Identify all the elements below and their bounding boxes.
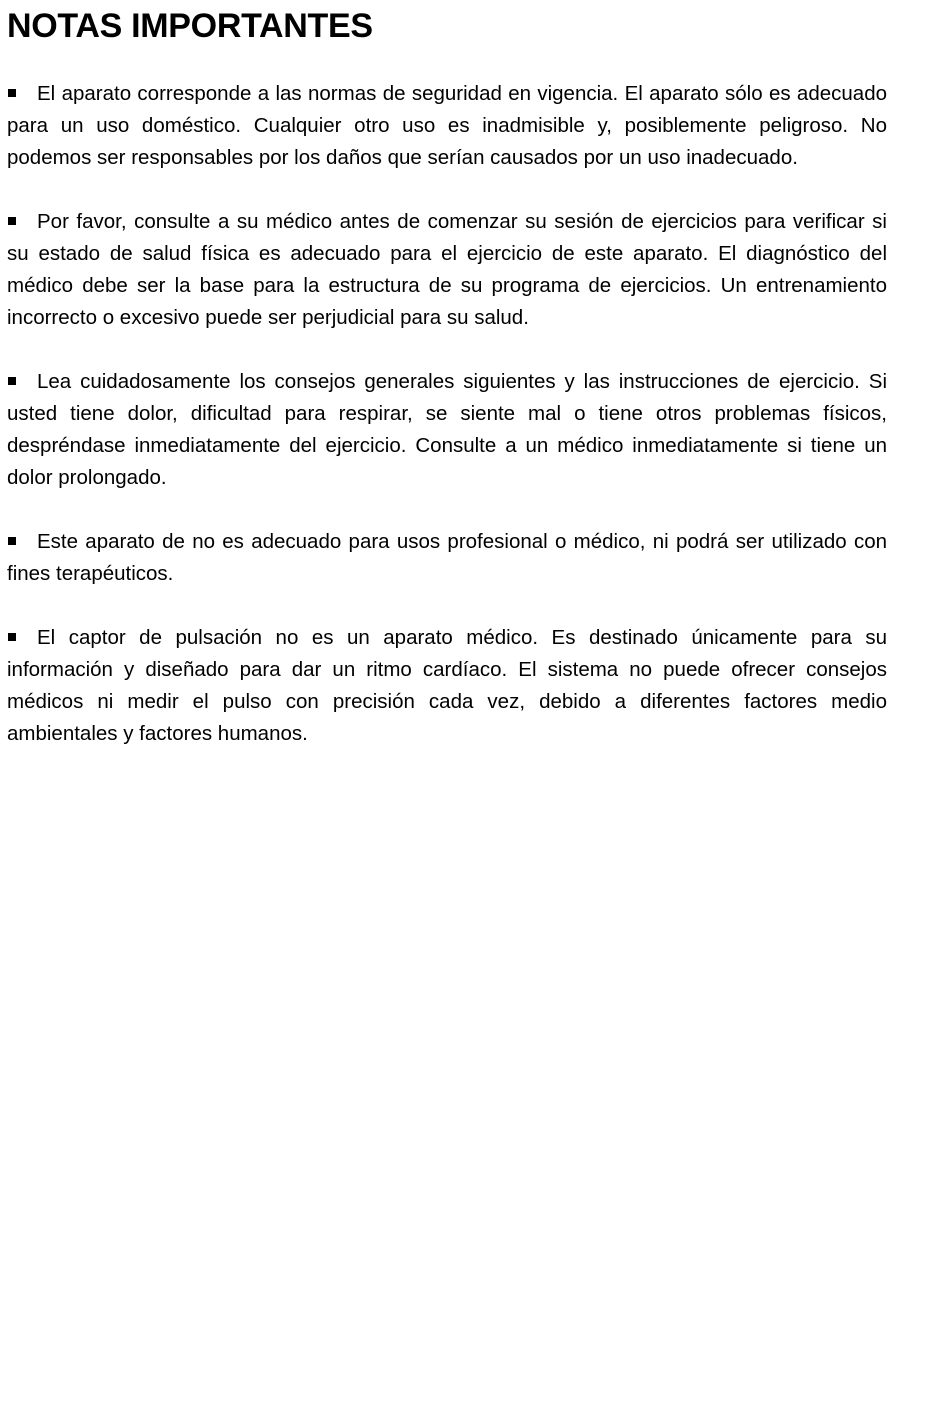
square-bullet-icon <box>8 217 16 225</box>
note-item <box>7 622 887 750</box>
page-title: NOTAS IMPORTANTES <box>7 7 373 45</box>
square-bullet-icon <box>8 377 16 385</box>
note-text: Este aparato de no es adecuado para usos profesional o médico, ni podrá ser utilizado con fines terapéuticos. <box>7 530 887 585</box>
note-text: El aparato corresponde a las normas de seguridad en vigencia. El aparato sólo es adecuado para un uso doméstico. Cualquier otro uso es inadmisible y, posiblemente peligroso. No podemos ser responsables por los daños que serían causados por un uso inadecuado. <box>7 82 887 169</box>
note-item <box>7 206 887 334</box>
note-text: Por favor, consulte a su médico antes de comenzar su sesión de ejercicios para verificar si su estado de salud física es adecuado para el ejercicio de este aparato. El diagnóstico del médico debe ser la base para la estructura de su programa de ejercicios. Un entrenamiento incorrecto o excesivo puede ser perjudicial para su salud. <box>7 210 887 329</box>
note-text: Lea cuidadosamente los consejos generales siguientes y las instrucciones de ejercicio. Si usted tiene dolor, dificultad para respirar, se siente mal o tiene otros problemas físicos, despréndase inmediatamente del ejercicio. Consulte a un médico inmediatamente si tiene un dolor prolongado. <box>7 370 887 489</box>
note-item <box>7 526 887 590</box>
note-text: El captor de pulsación no es un aparato médico. Es destinado únicamente para su información y diseñado para dar un ritmo cardíaco. El sistema no puede ofrecer consejos médicos ni medir el pulso con precisión cada vez, debido a diferentes factores medio ambientales y factores humanos. <box>7 626 887 745</box>
notes-list <box>7 78 887 782</box>
square-bullet-icon <box>8 537 16 545</box>
square-bullet-icon <box>8 89 16 97</box>
square-bullet-icon <box>8 633 16 641</box>
note-item <box>7 78 887 174</box>
note-item <box>7 366 887 494</box>
